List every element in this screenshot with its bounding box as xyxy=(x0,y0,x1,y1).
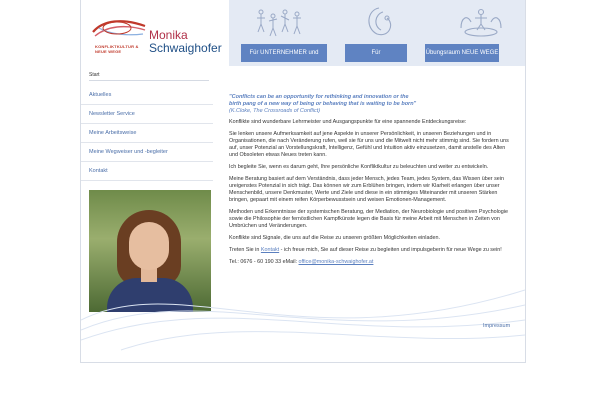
main-content xyxy=(229,94,515,271)
logo-swoosh-icon xyxy=(89,14,149,48)
logo-last-name: Schwaighofer xyxy=(149,41,222,55)
quote-line-1: "Conflicts can be an opportunity for rethinking and innovation or the xyxy=(229,94,409,100)
paragraph-aspects: Sie lenken unsere Aufmerksamkeit auf jene Aspekte in unserer Persönlichkeit, in unseren Beziehungen und in Organisationen, die nach Veränderung rufen, weil sie für uns und die Mitwelt nicht mehr stimmig sind. Sie fordern uns auf, unser Potenzial an Vorstellungskraft, Intelligenz, Gefühl und Intuition aktiv einzusetzen, damit anstelle des Alten und Obsoleten etwas Neues treten kann. xyxy=(229,131,509,158)
paragraph-methoden: Methoden und Erkenntnisse der systemischen Beratung, der Mediation, der Neurobiologie und positiven Psychologie sowie die Philosophie der fernöstlichen Kampfkünste legen die Basis für meine Arbeit mit Menschen in Zeiten von Umbrüchen und Veränderungen. xyxy=(229,209,508,229)
contact-suffix: - ich freue mich, Sie auf dieser Reise zu begleiten und impulsgeberin für neue Wege zu sein! xyxy=(280,247,502,253)
nav-unternehmer-teams-button[interactable]: Für UNTERNEHMER und TEAMS xyxy=(241,44,327,62)
paragraph-signale: Konflikte sind Signale, die uns auf die Reise zu unseren größten Möglichkeiten einladen. xyxy=(229,235,440,241)
email-link[interactable]: office@monika-schwaighofer.at xyxy=(298,259,374,265)
nav-einzelpersonen-button[interactable]: Für EINZELPERSONEN xyxy=(345,44,407,62)
menu-item-aktuelles[interactable]: Aktuelles xyxy=(81,86,213,105)
people-figures-icon xyxy=(251,4,311,40)
quote-source: (K.Cloke, The Crossroads of Conflict) xyxy=(229,108,321,114)
paragraph-beratung: Meine Beratung basiert auf dem Verständnis, dass jeder Mensch, jedes Team, jedes System, das Wissen über sein ureigenstes Potenzial in sich trägt. Das können wir zum Erblühen bringen, indem wir Klarheit erlangen über unser Menschenbild, unsere Denkmuster, Werte und Ziele und diese in ein stimmiges Miteinander mit unseren Stärken bringen, gepaart mit einem reifen Körperbewusstsein und weisen Emotionen-Management. xyxy=(229,176,504,203)
header-navigation xyxy=(229,0,525,74)
logo-subtitle: KONFLIKTKULTUR & NEUE WEGE xyxy=(95,44,139,54)
quote-line-2: birth pang of a new way of being or behaving that is waiting to be born" xyxy=(229,101,417,107)
paragraph-begleitung: Ich begleite Sie, wenn es darum geht, Ihre persönliche Konfliktkultur zu beleuchten und weiter zu entwickeln. xyxy=(229,164,489,170)
logo-name xyxy=(149,29,222,55)
menu-item-kontakt[interactable]: Kontakt xyxy=(81,162,213,181)
group-circle-icon xyxy=(451,4,511,40)
paragraph-phone-email xyxy=(229,259,515,266)
menu-item-newsletter[interactable]: Newsletter Service xyxy=(81,105,213,124)
paragraph-contact xyxy=(229,247,515,254)
breadcrumb[interactable]: Start xyxy=(89,72,100,78)
sidebar-menu xyxy=(81,86,213,181)
menu-item-wegweiser[interactable]: Meine Wegweiser und -begleiter xyxy=(81,143,213,162)
impressum-link[interactable]: Impressum xyxy=(483,323,511,329)
paragraph-intro: Konflikte sind wunderbare Lehrmeister und Ausgangspunkte für eine spannende Entdeckungsreise: xyxy=(229,119,467,125)
nav-uebungsraum-button[interactable]: Übungsraum NEUE WEGE xyxy=(425,44,499,62)
kontakt-link[interactable]: Kontakt xyxy=(260,247,280,253)
divider xyxy=(89,80,209,81)
logo[interactable] xyxy=(89,14,222,60)
contact-prefix: Treten Sie in xyxy=(229,247,260,253)
menu-item-arbeitsweise[interactable]: Meine Arbeitsweise xyxy=(81,124,213,143)
phone-text: Tel.: 0676 - 60 190 33 eMail: xyxy=(229,259,298,265)
logo-first-name: Monika xyxy=(149,28,188,42)
spiral-figure-icon xyxy=(349,4,409,40)
page-container xyxy=(80,0,526,363)
